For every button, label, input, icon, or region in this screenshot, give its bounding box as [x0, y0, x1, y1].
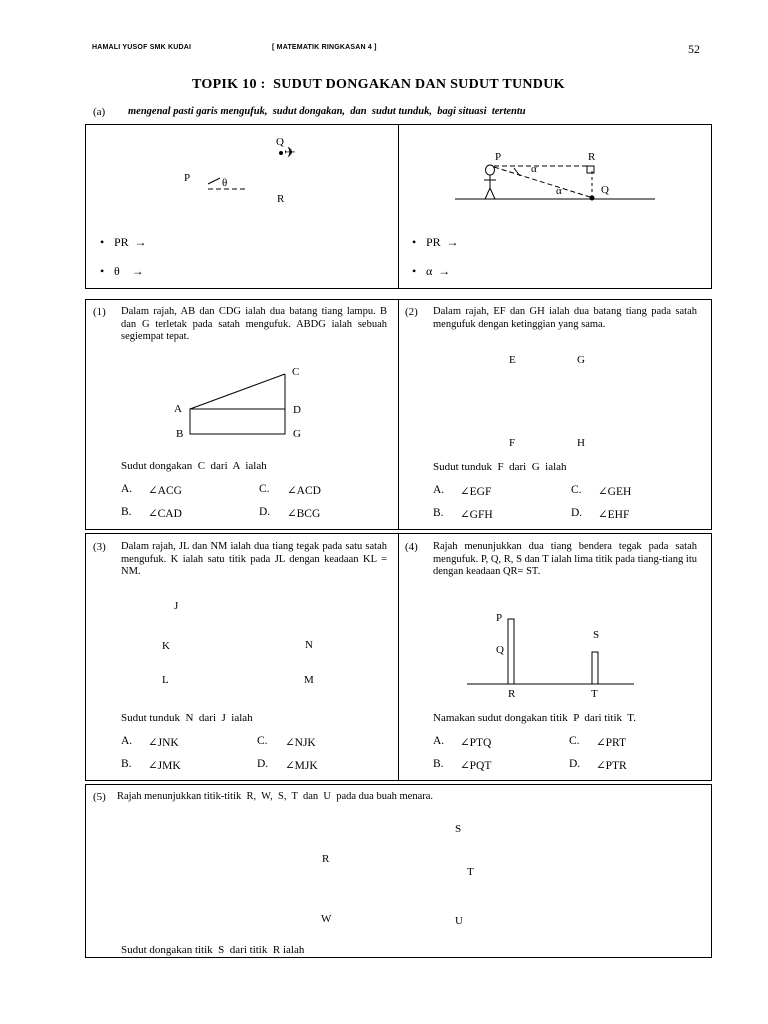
- label-h: H: [577, 437, 585, 449]
- label-a: A: [174, 403, 182, 415]
- label-t: T: [467, 866, 474, 878]
- q2-number: (2): [405, 306, 418, 318]
- q1-number: (1): [93, 306, 106, 318]
- label-m: M: [304, 674, 314, 686]
- label-g: G: [293, 428, 301, 440]
- header-author: HAMALI YUSOF SMK KUDAI: [92, 44, 192, 51]
- label-q: Q: [276, 136, 284, 148]
- label-b: B: [176, 428, 184, 440]
- label-f: F: [509, 437, 516, 449]
- q1-text: Dalam rajah, AB dan CDG ialah dua batang tiang lampu. B dan G terletak pada satah mengufuk. ABDG ialah sebuah segiempat tepat.: [121, 306, 387, 343]
- q2-option-d: D.: [571, 507, 583, 519]
- q4-option-c-answer: ∠PRT: [596, 737, 627, 749]
- bullet-dot-icon: •: [100, 235, 105, 249]
- q3-option-d-answer: ∠MJK: [285, 760, 318, 772]
- q4-option-d-answer: ∠PTR: [596, 760, 627, 772]
- q1-option-d: D.: [259, 506, 271, 518]
- label-s: S: [593, 629, 600, 641]
- label-r: R: [508, 688, 516, 700]
- q5-question: Sudut dongakan titik S dari titik R ialah: [121, 944, 305, 956]
- q4-option-d: D.: [569, 758, 581, 770]
- q3-option-b: B.: [121, 758, 132, 770]
- label-p: P: [495, 151, 502, 163]
- q2-option-a: A.: [433, 484, 445, 496]
- flagpole-st: [592, 652, 598, 684]
- q5-text: Rajah menunjukkan titik-titik R, W, S, T dan U pada dua buah menara.: [117, 791, 434, 802]
- label-alpha-2: α: [556, 185, 562, 197]
- section-a-left-bullet-2: θ →: [114, 264, 144, 278]
- header-subject: [ MATEMATIK RINGKASAN 4 ]: [272, 44, 377, 51]
- q2-option-c: C.: [571, 484, 582, 496]
- label-k: K: [162, 640, 170, 652]
- label-s: S: [455, 823, 462, 835]
- section-a-right-bullet-2: α →: [426, 264, 451, 278]
- q3-option-c: C.: [257, 735, 268, 747]
- label-t: T: [591, 688, 598, 700]
- q3-option-c-answer: ∠NJK: [285, 737, 316, 749]
- q3-option-a-answer: ∠JNK: [148, 737, 179, 749]
- label-g: G: [577, 354, 585, 366]
- q1-question: Sudut dongakan C dari A ialah: [121, 460, 267, 472]
- q4-number: (4): [405, 541, 418, 553]
- q4-question: Namakan sudut dongakan titik P dari titik T.: [433, 712, 636, 724]
- q4-option-a: A.: [433, 735, 445, 747]
- q4-text: Rajah menunjukkan dua tiang bendera tegak pada satah mengufuk. P, Q, R, S dan T ialah lima titik pada tiang-tiang itu dengan keadaan QR= ST.: [433, 541, 697, 578]
- q3-option-a: A.: [121, 735, 133, 747]
- label-theta: θ: [222, 177, 228, 189]
- q1-option-a-answer: ∠ACG: [148, 485, 182, 497]
- q4-option-a-answer: ∠PTQ: [460, 737, 492, 749]
- q4-option-b-answer: ∠PQT: [460, 760, 492, 772]
- q1-option-a: A.: [121, 483, 133, 495]
- label-r: R: [322, 853, 330, 865]
- label-j: J: [174, 600, 179, 612]
- label-p: P: [184, 172, 191, 184]
- label-r: R: [277, 193, 285, 205]
- q3-text: Dalam rajah, JL dan NM ialah dua tiang tegak pada satu satah mengufuk. K ialah satu titik pada JL dengan keadaan KL = NM.: [121, 541, 387, 578]
- label-l: L: [162, 674, 169, 686]
- q1-option-d-answer: ∠BCG: [287, 508, 321, 520]
- q2-option-d-answer: ∠EHF: [598, 509, 630, 521]
- q1-option-c: C.: [259, 483, 270, 495]
- section-a-right-bullet-1: PR →: [426, 235, 459, 249]
- q3-option-b-answer: ∠JMK: [148, 760, 181, 772]
- label-p: P: [496, 612, 503, 624]
- q3-option-d: D.: [257, 758, 269, 770]
- label-n: N: [305, 639, 313, 651]
- q2-option-a-answer: ∠EGF: [460, 486, 492, 498]
- label-e: E: [509, 354, 516, 366]
- page-number: 52: [688, 42, 700, 56]
- q1-option-b: B.: [121, 506, 132, 518]
- question-5-box: [85, 784, 712, 958]
- label-c: C: [292, 366, 300, 378]
- q3-question: Sudut tunduk N dari J ialah: [121, 712, 253, 724]
- section-a-marker: (a): [93, 106, 106, 118]
- q2-option-b-answer: ∠GFH: [460, 509, 493, 521]
- q2-question: Sudut tunduk F dari G ialah: [433, 461, 567, 473]
- bullet-dot-icon: •: [100, 264, 105, 278]
- airplane-icon: ✈: [284, 146, 296, 161]
- q1-option-b-answer: ∠CAD: [148, 508, 182, 520]
- q1-option-c-answer: ∠ACD: [287, 485, 321, 497]
- label-d: D: [293, 404, 301, 416]
- section-a-heading: mengenal pasti garis mengufuk, sudut dongakan, dan sudut tunduk, bagi situasi tertentu: [128, 106, 526, 117]
- bullet-dot-icon: •: [412, 264, 417, 278]
- flagpole-pr: [508, 619, 514, 684]
- label-w: W: [321, 913, 332, 925]
- label-alpha-1: α: [531, 163, 537, 175]
- section-a-left-bullet-1: PR →: [114, 235, 147, 249]
- q4-option-c: C.: [569, 735, 580, 747]
- q4-option-b: B.: [433, 758, 444, 770]
- label-q: Q: [601, 184, 609, 196]
- page-title: TOPIK 10 : SUDUT DONGAKAN DAN SUDUT TUNDUK: [192, 77, 565, 92]
- label-q: Q: [496, 644, 504, 656]
- label-u: U: [455, 915, 463, 927]
- q2-option-b: B.: [433, 507, 444, 519]
- q3-number: (3): [93, 541, 106, 553]
- label-r: R: [588, 151, 596, 163]
- q5-number: (5): [93, 791, 106, 803]
- q2-text: Dalam rajah, EF dan GH ialah dua batang tiang pada satah mengufuk dengan ketinggian yang sama.: [433, 306, 697, 330]
- bullet-dot-icon: •: [412, 235, 417, 249]
- q2-option-c-answer: ∠GEH: [598, 486, 632, 498]
